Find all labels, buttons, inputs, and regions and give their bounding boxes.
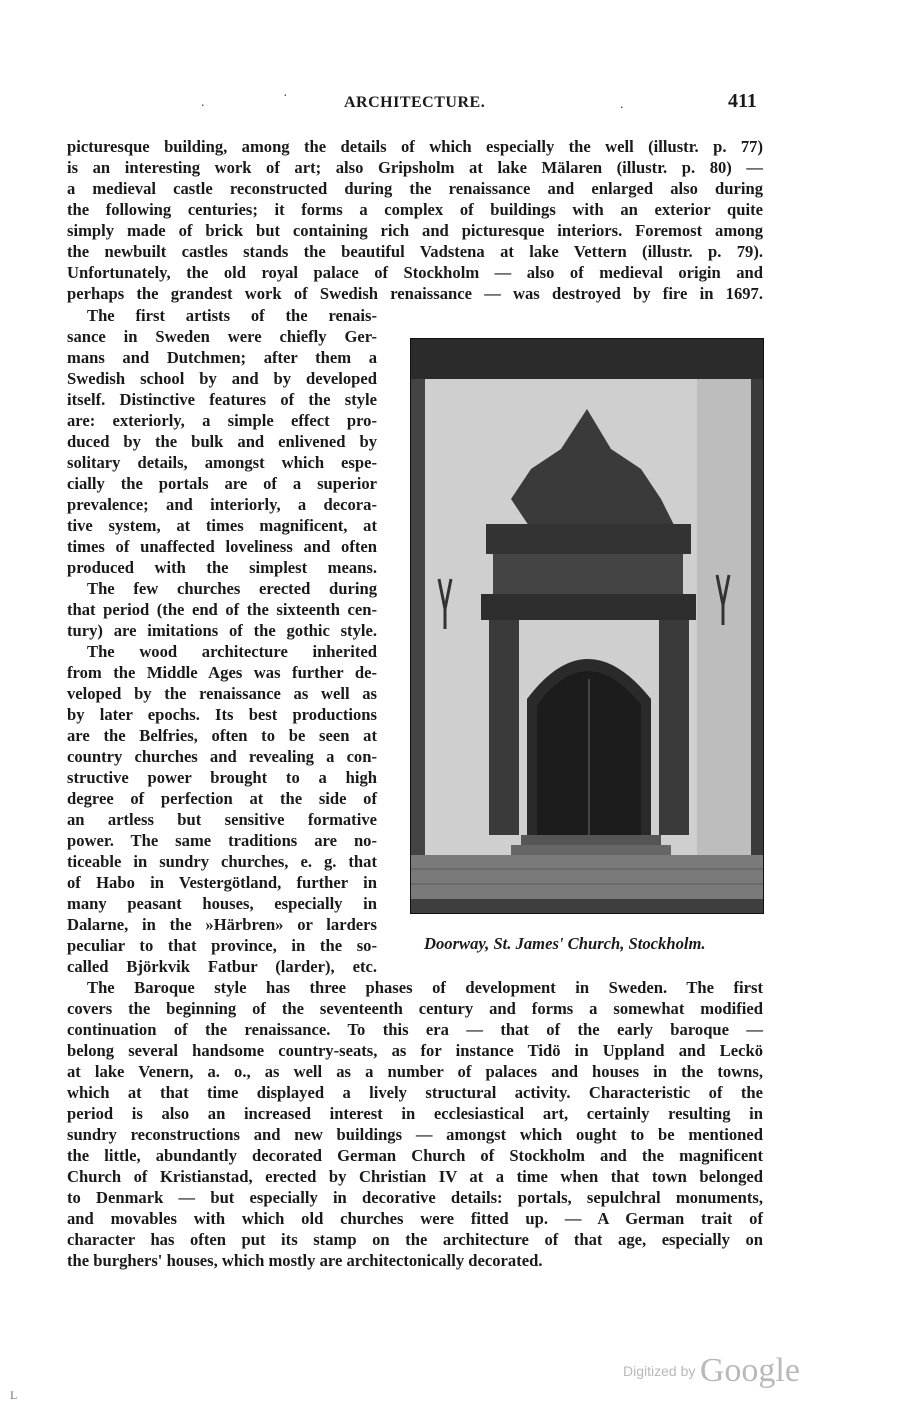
text-line: simply made of brick but containing rich and picturesque interiors. Foremost among [67,221,763,240]
text-line: a medieval castle reconstructed during the renaissance and enlarged also during [67,179,763,198]
text-line: The wood architecture inherited [87,642,377,661]
watermark-prefix: Digitized by [623,1363,696,1379]
text-line: prevalence; and interiorly, a decora- [67,495,377,514]
text-line: the newbuilt castles stands the beautiful Vadstena at lake Vettern (illustr. p. 79). [67,242,763,261]
text-line: and movables with which old churches were fitted up. — A German trait of [67,1209,763,1228]
text-line: degree of perfection at the side of [67,789,377,808]
text-line: covers the beginning of the seventeenth century and forms a somewhat modified [67,999,763,1018]
text-line: duced by the bulk and enlivened by [67,432,377,451]
text-line: the following centuries; it forms a complex of buildings with an exterior quite [67,200,763,219]
text-line: sundry reconstructions and new buildings — amongst which ought to be mentioned [67,1125,763,1144]
text-line: from the Middle Ages was further de- [67,663,377,682]
text-line: perhaps the grandest work of Swedish renaissance — was destroyed by fire in 1697. [67,284,763,303]
text-line: are the Belfries, often to be seen at [67,726,377,745]
text-line: power. The same traditions are no- [67,831,377,850]
header-dot: · [283,89,288,104]
text-line: an artless but sensitive formative [67,810,377,829]
text-line: the burghers' houses, which mostly are architectonically decorated. [67,1251,543,1270]
text-line: country churches and revealing a con- [67,747,377,766]
text-line: times of unaffected loveliness and often [67,537,377,556]
header-dot: . [620,97,624,112]
text-line: structive power brought to a high [67,768,377,787]
text-line: Dalarne, in the »Härbren» or larders [67,915,377,934]
text-line: belong several handsome country-seats, as for instance Tidö in Uppland and Leckö [67,1041,763,1060]
text-line: Unfortunately, the old royal palace of Stockholm — also of medieval origin and [67,263,763,282]
digitized-watermark [623,1352,800,1390]
text-line: itself. Distinctive features of the style [67,390,377,409]
text-line: by later epochs. Its best productions [67,705,377,724]
text-line: is an interesting work of art; also Gripsholm at lake Mälaren (illustr. p. 80) — [67,158,763,177]
doorway-photograph [410,338,764,914]
text-line: The first artists of the renais- [87,306,377,325]
text-line: tive system, at times magnificent, at [67,516,377,535]
text-line: The Baroque style has three phases of development in Sweden. The first [87,978,763,997]
text-line: mans and Dutchmen; after them a [67,348,377,367]
text-line: many peasant houses, especially in [67,894,377,913]
text-line: veloped by the renaissance as well as [67,684,377,703]
text-line: continuation of the renaissance. To this era — that of the early baroque — [67,1020,763,1039]
running-header: ARCHITECTURE. [344,94,486,111]
text-line: that period (the end of the sixteenth cen- [67,600,377,619]
text-line: The few churches erected during [87,579,377,598]
text-line: Church of Kristianstad, erected by Christian IV at a time when that town belonged [67,1167,763,1186]
text-line: period is also an increased interest in ecclesiastical art, certainly resulting in [67,1104,763,1123]
text-line: to Denmark — but especially in decorative details: portals, sepulchral monuments, [67,1188,763,1207]
text-line: are: exteriorly, a simple effect pro- [67,411,377,430]
text-line: ticeable in sundry churches, e. g. that [67,852,377,871]
text-line: called Björkvik Fatbur (larder), etc. [67,957,377,976]
text-line: produced with the simplest means. [67,558,377,577]
text-line: character has often put its stamp on the architecture of that age, especially on [67,1230,763,1249]
page-number: 411 [728,90,757,112]
text-line: cially the portals are of a superior [67,474,377,493]
text-line: Swedish school by and by developed [67,369,377,388]
text-line: tury) are imitations of the gothic style. [67,621,377,640]
text-line: peculiar to that province, in the so- [67,936,377,955]
doorway-illustration [411,339,763,913]
header-dot: . [201,95,205,110]
text-line: the little, abundantly decorated German Church of Stockholm and the magnificent [67,1146,763,1165]
text-line: sance in Sweden were chiefly Ger- [67,327,377,346]
watermark-brand: Google [699,1352,800,1389]
text-line: at lake Venern, a. o., as well as a number of palaces and houses in the towns, [67,1062,763,1081]
text-line: of Habo in Vestergötland, further in [67,873,377,892]
text-line: solitary details, amongst which espe- [67,453,377,472]
corner-mark: L [10,1388,18,1402]
figure-caption: Doorway, St. James' Church, Stockholm. [424,934,706,953]
text-line: picturesque building, among the details of which especially the well (illustr. p. 77) [67,137,763,156]
text-line: which at that time displayed a lively structural activity. Characteristic of the [67,1083,763,1102]
